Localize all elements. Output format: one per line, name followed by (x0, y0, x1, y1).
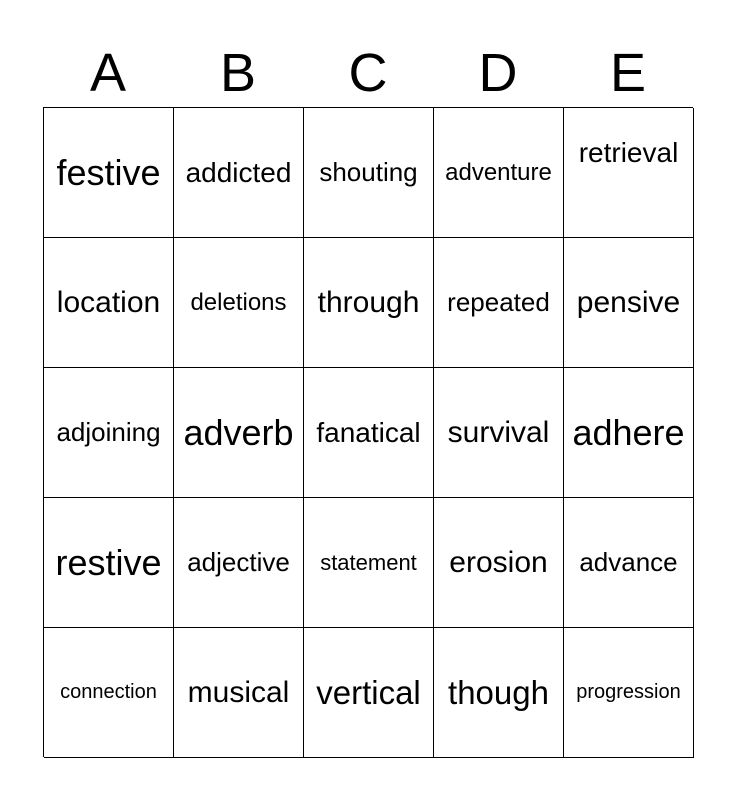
bingo-cell[interactable] (44, 108, 174, 238)
cell-word: festive (56, 151, 161, 193)
cell-word: location (56, 285, 161, 319)
column-header-b: B (219, 43, 257, 103)
bingo-cell[interactable] (564, 368, 694, 498)
cell-word: statement (320, 549, 417, 575)
cell-word: addicted (185, 156, 292, 188)
column-header-a: A (89, 43, 127, 103)
bingo-cell[interactable] (174, 368, 304, 498)
cell-word: adhere (572, 411, 685, 453)
cell-word: deletions (190, 288, 287, 316)
cell-word: advance (579, 547, 678, 577)
cell-word: adjoining (56, 417, 161, 447)
bingo-cell[interactable] (304, 628, 434, 758)
bingo-cell[interactable] (304, 108, 434, 238)
bingo-cell[interactable] (564, 498, 694, 628)
cell-word: though (448, 673, 549, 711)
cell-word: adjective (187, 547, 290, 577)
bingo-board (43, 107, 693, 757)
cell-word: erosion (449, 545, 548, 579)
bingo-cell[interactable] (564, 628, 694, 758)
cell-word: connection (60, 681, 157, 703)
bingo-header (43, 40, 693, 106)
bingo-cell[interactable] (174, 498, 304, 628)
bingo-cell[interactable] (434, 238, 564, 368)
bingo-cell[interactable] (434, 498, 564, 628)
column-header-e: E (609, 43, 647, 103)
cell-word: progression (576, 681, 681, 703)
cell-word: retrieval (578, 136, 679, 168)
bingo-cell[interactable] (434, 628, 564, 758)
bingo-cell[interactable] (434, 368, 564, 498)
cell-word: vertical (316, 673, 421, 711)
bingo-cell[interactable] (174, 238, 304, 368)
bingo-cell[interactable] (44, 498, 174, 628)
bingo-cell[interactable] (304, 238, 434, 368)
cell-word: shouting (319, 157, 418, 187)
cell-word: restive (55, 541, 162, 583)
cell-word: fanatical (316, 416, 421, 448)
bingo-cell[interactable] (44, 238, 174, 368)
bingo-cell[interactable] (304, 368, 434, 498)
bingo-cell[interactable] (564, 108, 694, 238)
column-header-c: C (348, 43, 388, 103)
cell-word: pensive (576, 285, 681, 319)
cell-word: survival (447, 415, 550, 449)
bingo-cell[interactable] (174, 628, 304, 758)
cell-word: repeated (447, 287, 550, 317)
bingo-cell[interactable] (564, 238, 694, 368)
bingo-cell[interactable] (44, 368, 174, 498)
bingo-cell[interactable] (304, 498, 434, 628)
bingo-cell[interactable] (174, 108, 304, 238)
cell-word: musical (187, 675, 290, 709)
cell-word: adverb (183, 411, 294, 453)
cell-word: adventure (445, 158, 552, 186)
column-header-d: D (478, 43, 518, 103)
cell-word: through (317, 285, 420, 319)
bingo-cell[interactable] (44, 628, 174, 758)
bingo-cell[interactable] (434, 108, 564, 238)
